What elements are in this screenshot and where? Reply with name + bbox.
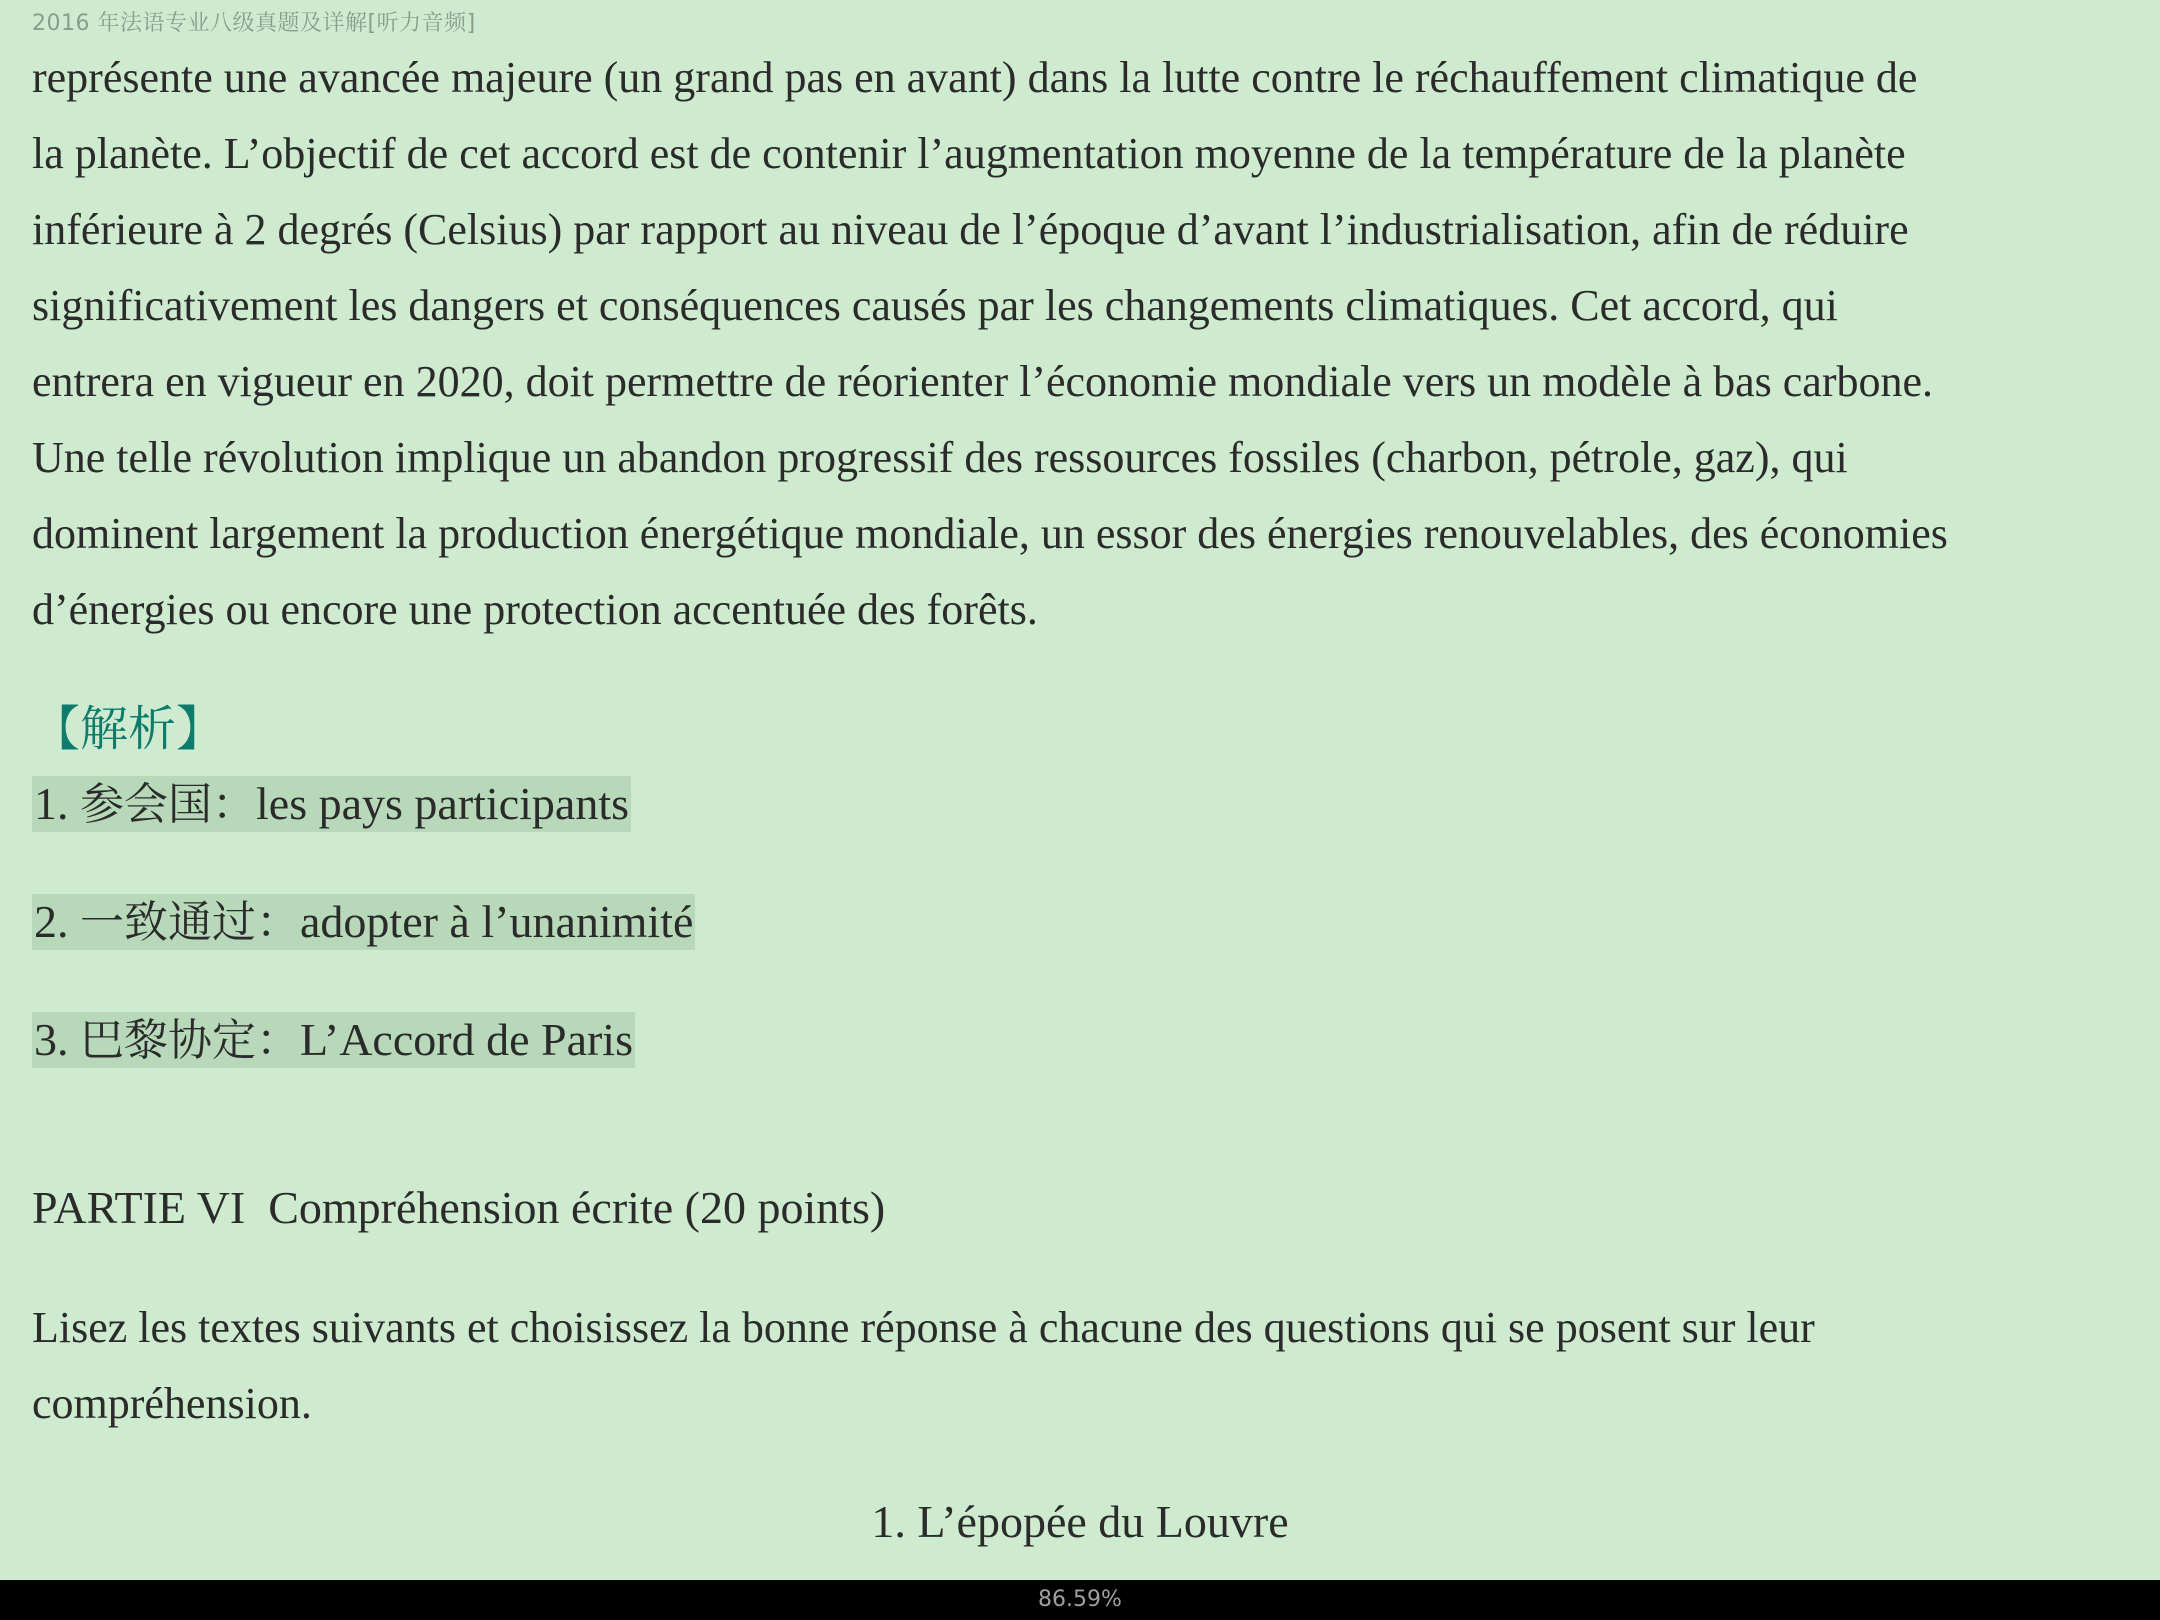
vocab-number: 3. (34, 1014, 80, 1065)
vocab-item-1[interactable] (32, 776, 631, 832)
vocab-number: 2. (34, 896, 80, 947)
vocab-french: adopter à l’unanimité (300, 896, 694, 947)
vocab-item-2[interactable] (32, 894, 695, 950)
section-heading: PARTIE VI Compréhension écrite (20 points) (32, 1182, 886, 1233)
body-paragraph: représente une avancée majeure (un grand pas en avant) dans la lutte contre le réchauffement climatique de la planète. L’objectif de cet accord est de contenir l’augmentation moyenne de la température de la planète inférieure à 2 degrés (Celsius) par rapport au niveau de l’époque d’avant l’industrialisation, afin de réduire significativement les dangers et conséquences causés par les changements climatiques. Cet accord, qui entrera en vigueur en 2020, doit permettre de réorienter l’économie mondiale vers un modèle à bas carbone. Une telle révolution implique un abandon progressif des ressources fossiles (charbon, pétrole, gaz), qui dominent largement la production énergétique mondiale, un essor des énergies renouvelables, des économies d’énergies ou encore une protection accentuée des forêts. (32, 53, 1948, 634)
analysis-heading: 【解析】 (32, 701, 225, 757)
reading-content (32, 40, 2132, 648)
book-title: 2016 年法语专业八级真题及详解[听力音频] (32, 11, 476, 36)
instruction-paragraph: Lisez les textes suivants et choisissez la bonne réponse à chacune des questions qui se posent sur leur compréhension. (32, 1303, 1815, 1428)
vocab-french: L’Accord de Paris (300, 1014, 633, 1065)
vocab-item-3[interactable] (32, 1012, 635, 1068)
vocab-french: les pays participants (256, 778, 630, 829)
vocab-number: 1. (34, 778, 80, 829)
reading-progress: 86.59% (1038, 1587, 1122, 1612)
vocab-chinese: 参会国： (80, 779, 256, 830)
vocab-chinese: 巴黎协定： (80, 1015, 300, 1066)
vocab-chinese: 一致通过： (80, 897, 300, 948)
text-title: 1. L’épopée du Louvre (871, 1496, 1289, 1547)
status-bar (0, 1580, 2160, 1620)
